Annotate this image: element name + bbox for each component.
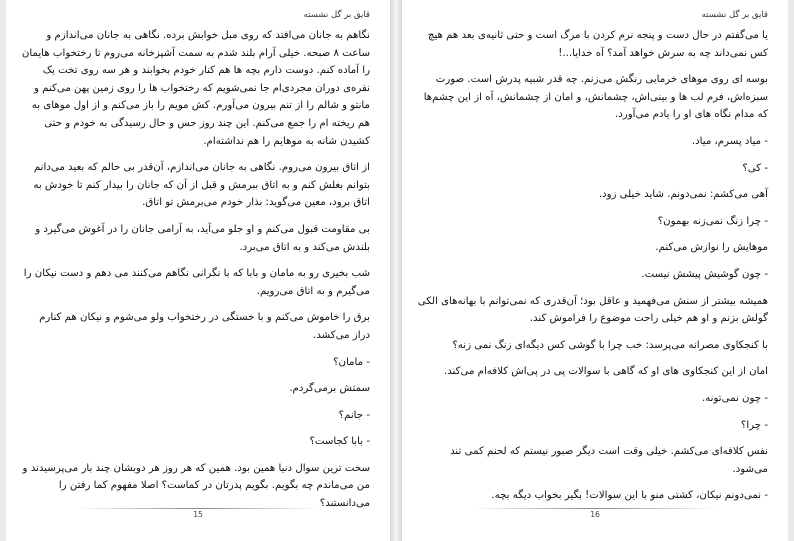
book-spine: [390, 0, 402, 541]
right-page-text: [416, 27, 768, 514]
paragraph: - چرا؟: [740, 419, 768, 431]
paragraph: آهی می‌کشم: نمی‌دونم. شاید خیلی زود.: [598, 189, 768, 201]
left-running-header: قایق بر گل نشسته: [303, 10, 370, 20]
page-number: 15: [193, 510, 203, 519]
paragraph: بی مقاومت قبول می‌کنم و او جلو می‌آید، به آرامی جانان را در آغوش می‌گیرد و بلندش می‌کند و به اتاق می‌برد.: [35, 223, 370, 253]
paragraph: - کی؟: [742, 162, 768, 174]
paragraph: - بابا کجاست؟: [309, 436, 370, 448]
paragraph: - نمی‌دونم نیکان، کشتی منو با این سوالات! بگیر بخواب دیگه بچه.: [491, 490, 768, 502]
paragraph: یا می‌گفتم در حال دست و پنجه نرم کردن با مرگ است و حتی ثانیه‌ی بعد هم هیچ کس نمی‌داند چه به سرش خواهد آمد؟ آه خدایا...!: [427, 30, 768, 59]
paragraph: نفس کلافه‌ای می‌کشم. خیلی وقت است دیگر صبور نیستم که لحنم کمی تند می‌شود.: [450, 446, 768, 475]
paragraph: امان از این کنجکاوی های او که گاهی با سوالات پی در پی‌اش کلافه‌ام می‌کند.: [443, 366, 768, 378]
paragraph: سخت ترین سوال دنیا همین بود. همین که هر روز هر دوبشان چند بار می‌پرسیدند و من می‌ماندم چه بگویم. بگویم پدرتان در کماست؟ اصلا مفهوم کما رفتن را می‌دانستند؟: [22, 462, 370, 510]
page-number: 16: [590, 510, 600, 519]
paragraph: با کنجکاوی مصرانه می‌پرسد: خب چرا با گوشی کس دیگه‌ای زنگ نمی زنه؟: [452, 339, 768, 351]
paragraph: - میاد پسرم، میاد.: [691, 135, 768, 147]
paragraph: - مامان؟: [333, 356, 370, 368]
left-page-text: [20, 27, 370, 522]
paragraph: - چرا زنگ نمی‌زنه بهمون؟: [657, 215, 768, 227]
paragraph: نگاهم به جانان می‌افتد که روی مبل خوابش برده. نگاهی به جانان می‌اندازم و ساعت ۸ صبحه. خیلی آرام بلند شدم به سمت آشپزخانه می‌روم تا رختخواب هایمان را آماده کنم. دوست دارم بچه ها هم کنار خودم بخوابند و هر سه روی تخت یک نفره‌ی دوران مجردی‌ام جا نمی‌شویم که رختخواب ها را روی زمین پهن می‌کنم و مانتو و شالم را از تنم بیرون می‌آورم. کش مویم را باز می‌کنم و از اول موهای به هم ریخته ام را جمع می‌کنم. این چند روز حس و حال رسیدگی به خودم و حتی کشیدن شانه به موهایم را هم نداشته‌ام.: [21, 30, 370, 147]
paragraph: شب بخیری رو به مامان و بابا که با نگرانی نگاهم می‌کنند می دهم و دست نیکان را می‌گیرم و به اتاق می‌رویم.: [23, 268, 370, 297]
paragraph: بوسه ای روی موهای خرمایی رنگش می‌زنم. چه قدر شبیه پدرش است. صورت سبزه‌اش، فرم لب ها و بینی‌اش، چشمانش، و امان از چشمانش، آه از این چشم‌ها که مدام نگاه های او را یادم می‌آورد.: [423, 74, 768, 121]
footer-divider: [76, 508, 320, 509]
paragraph: - جانم؟: [338, 409, 370, 421]
paragraph: موهایش را نوازش می‌کنم.: [655, 242, 768, 254]
paragraph: سمتش برمی‌گردم.: [289, 383, 370, 395]
right-book-page: [402, 0, 788, 541]
paragraph: - چون گوشیش پیشش نیست.: [641, 268, 768, 280]
footer-divider: [472, 508, 718, 509]
paragraph: از اتاق بیرون می‌روم. نگاهی به جانان می‌اندازم، آن‌قدر بی حالم که بعید می‌دانم بتوانم بغلش کنم و به اتاق ببرمش و قبل از آن که جانان را بیدار کنم تا خودش به اتاق برود، معین می‌گوید: بذار خودم می‌برمش تو اتاق.: [33, 162, 370, 209]
right-running-header: قایق بر گل نشسته: [701, 10, 768, 20]
paragraph: برق را خاموش می‌کنم و با خستگی در رختخواب ولو می‌شوم و نیکان هم کنارم دراز می‌کشد.: [39, 312, 370, 341]
paragraph: - چون نمی‌تونه.: [701, 392, 768, 404]
paragraph: همیشه بیشتر از سنش می‌فهمید و عاقل بود؛ آن‌قدری که نمی‌توانم با بهانه‌های الکی گولش بزنم و او هم خیلی راحت موضوع را فراموش کند.: [417, 295, 768, 325]
left-book-page: [6, 0, 390, 541]
